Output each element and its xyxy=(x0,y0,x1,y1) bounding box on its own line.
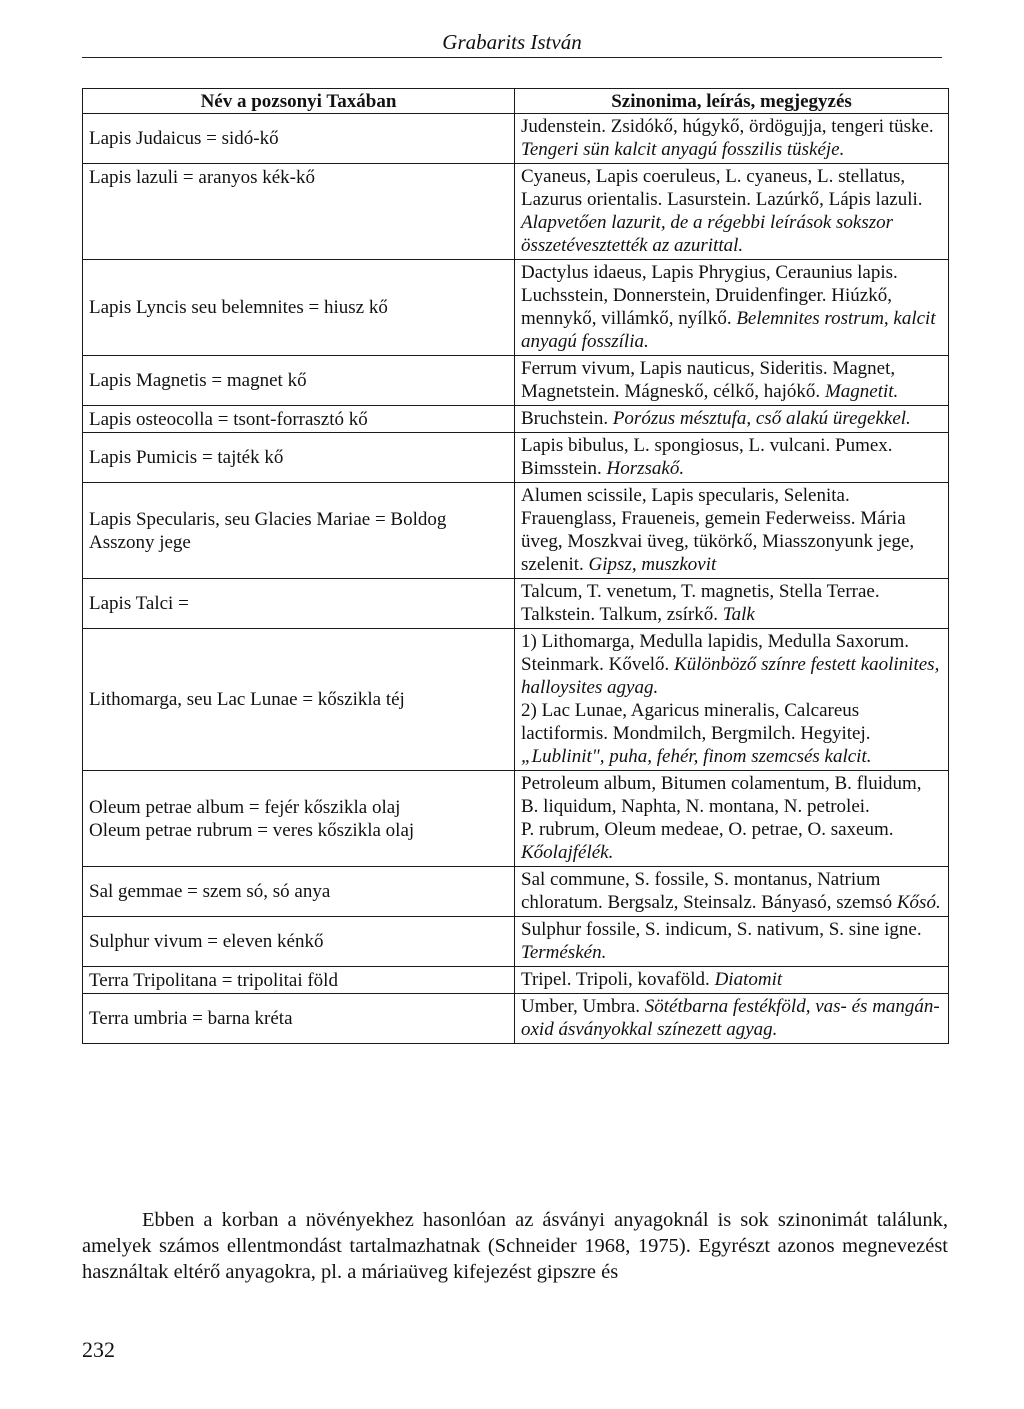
synonym-cell xyxy=(515,356,949,406)
synonym-cell xyxy=(515,967,949,994)
table-row xyxy=(83,867,949,917)
table-row xyxy=(83,260,949,356)
table-row xyxy=(83,114,949,164)
synonym-text: Lapis bibulus, L. spongiosus, L. vulcani. Pumex. Bimsstein. xyxy=(521,435,893,479)
taxa-name-line: Lapis Pumicis = tajték kő xyxy=(89,447,284,468)
description-italic: Porózus mésztufa, cső alakú üregekkel. xyxy=(612,408,911,429)
description-italic: Talk xyxy=(722,604,755,625)
taxa-name-cell xyxy=(83,356,515,406)
synonym-text: 1) Lithomarga, Medulla lapidis, Medulla Saxorum. Steinmark. Kővelő. xyxy=(521,631,910,675)
taxa-name-line: Lapis lazuli = aranyos kék-kő xyxy=(89,167,315,188)
synonym-text: Judenstein. Zsidókő, húgykő, ördögujja, tengeri tüske. xyxy=(521,116,934,137)
taxa-name-cell xyxy=(83,967,515,994)
taxa-name-cell xyxy=(83,994,515,1044)
taxa-name-cell xyxy=(83,771,515,867)
synonym-table xyxy=(82,88,949,1044)
table-row xyxy=(83,356,949,406)
table-header-row xyxy=(83,89,949,114)
description-italic: „Lublinit", puha, fehér, finom szemcsés kalcit. xyxy=(521,746,872,767)
taxa-name-cell xyxy=(83,164,515,260)
synonym-cell xyxy=(515,114,949,164)
synonym-cell xyxy=(515,771,949,867)
column-header-name: Név a pozsonyi Taxában xyxy=(83,89,515,114)
taxa-name-line: Sal gemmae = szem só, só anya xyxy=(89,881,331,902)
synonym-cell xyxy=(515,629,949,771)
taxa-name-cell xyxy=(83,406,515,433)
table-row xyxy=(83,629,949,771)
synonym-cell xyxy=(515,994,949,1044)
synonym-text: 2) Lac Lunae, Agaricus mineralis, Calcareus lactiformis. Mondmilch, Bergmilch. Hegyitej. xyxy=(521,700,871,744)
description-italic: Sötétbarna festékföld, vas- és mangán-oxid ásványokkal színezett agyag. xyxy=(521,996,940,1040)
taxa-name-cell xyxy=(83,483,515,579)
description-italic: Kőolajfélék. xyxy=(521,842,614,863)
taxa-name-line: Terra umbria = barna kréta xyxy=(89,1008,293,1029)
synonym-text: Bruchstein. xyxy=(521,408,613,429)
synonym-text: Dactylus idaeus, Lapis Phrygius, Ceraunius lapis. Luchsstein, Donnerstein, Druidenfinger. Hiúzkő, mennykő, villámkő, nyílkő. xyxy=(521,262,898,329)
table-row xyxy=(83,483,949,579)
taxa-name-cell xyxy=(83,579,515,629)
synonym-text: Ferrum vivum, Lapis nauticus, Sideritis. Magnet, Magnetstein. Mágneskő, célkő, hajókő. xyxy=(521,358,896,402)
table-row xyxy=(83,579,949,629)
taxa-name-line: Lapis Talci = xyxy=(89,593,189,614)
taxa-name-cell xyxy=(83,917,515,967)
taxa-name-line: Sulphur vivum = eleven kénkő xyxy=(89,931,324,952)
description-italic: Tengeri sün kalcit anyagú fosszilis tüskéje. xyxy=(521,139,845,160)
taxa-name-line: Lapis Lyncis seu belemnites = hiusz kő xyxy=(89,297,388,318)
taxa-name-line: Lithomarga, seu Lac Lunae = kőszikla téj xyxy=(89,689,405,710)
header-rule xyxy=(82,57,942,58)
table-row xyxy=(83,771,949,867)
synonym-text: Cyaneus, Lapis coeruleus, L. cyaneus, L. stellatus, Lazurus orientalis. Lasurstein. Lazúrkő, Lápis lazuli. xyxy=(521,166,923,210)
synonym-cell xyxy=(515,867,949,917)
synonym-text: Sulphur fossile, S. indicum, S. nativum, S. sine igne. xyxy=(521,919,922,940)
synonym-text: Sal commune, S. fossile, S. montanus, Natrium chloratum. Bergsalz, Steinsalz. Bányasó, szemsó xyxy=(521,869,897,913)
synonym-cell xyxy=(515,433,949,483)
taxa-name-line: Lapis Magnetis = magnet kő xyxy=(89,370,307,391)
taxa-name-cell xyxy=(83,433,515,483)
taxa-name-line: Oleum petrae rubrum = veres kőszikla olaj xyxy=(89,819,415,841)
taxa-name-cell xyxy=(83,114,515,164)
description-italic: Különböző színre festett kaolinites, halloysites agyag. xyxy=(521,654,940,698)
description-italic: Horzsakő. xyxy=(606,458,685,479)
synonym-text: P. rubrum, Oleum medeae, O. petrae, O. saxeum. xyxy=(521,819,894,840)
synonym-cell xyxy=(515,406,949,433)
synonym-text: Petroleum album, Bitumen colamentum, B. fluidum, B. liquidum, Naphta, N. montana, N. petrolei. xyxy=(521,773,922,817)
description-italic: Diatomit xyxy=(714,969,783,990)
description-italic: Kősó. xyxy=(896,892,941,913)
taxa-name-line: Lapis Specularis, seu Glacies Mariae = Boldog Asszony jege xyxy=(89,508,447,553)
synonym-text: Alumen scissile, Lapis specularis, Selenita. Frauenglass, Fraueneis, gemein Federweiss. Mária üveg, Moszkvai üveg, tükörkő, Miasszonyunk jege, szelenit. xyxy=(521,485,915,575)
synonym-cell xyxy=(515,164,949,260)
taxa-name-line: Terra Tripolitana = tripolitai föld xyxy=(89,969,338,991)
description-italic: Magnetit. xyxy=(824,381,899,402)
taxa-name-line: Oleum petrae album = fejér kőszikla olaj xyxy=(89,796,401,818)
taxa-name-cell xyxy=(83,260,515,356)
synonym-text: Talcum, T. venetum, T. magnetis, Stella Terrae. Talkstein. Talkum, zsírkő. xyxy=(521,581,880,625)
table-row xyxy=(83,967,949,994)
synonym-cell xyxy=(515,579,949,629)
synonym-cell xyxy=(515,483,949,579)
taxa-name-cell xyxy=(83,867,515,917)
synonym-cell xyxy=(515,917,949,967)
table-row xyxy=(83,406,949,433)
synonym-text: Umber, Umbra. xyxy=(521,996,645,1017)
taxa-name-line: Lapis osteocolla = tsont-forrasztó kő xyxy=(89,408,368,430)
table-row xyxy=(83,917,949,967)
description-italic: Gipsz, muszkovit xyxy=(588,554,717,575)
synonym-cell xyxy=(515,260,949,356)
taxa-name-line: Lapis Judaicus = sidó-kő xyxy=(89,128,279,149)
table-row xyxy=(83,164,949,260)
page-number: 232 xyxy=(82,1337,115,1362)
description-italic: Alapvetően lazurit, de a régebbi leírások sokszor összetévesztették az azurittal. xyxy=(521,212,894,256)
body-paragraph: Ebben a korban a növényekhez hasonlóan az ásványi anyagoknál is sok szinonimát találunk, amelyek számos ellentmondást tartalmazhatnak (Schneider 1968, 1975). Egyrészt azonos megnevezést használtak eltérő anyagokra, pl. a máriaüveg kifejezést gipszre és xyxy=(82,1209,948,1283)
description-italic: Belemnites rostrum, kalcit anyagú fosszília. xyxy=(521,308,936,352)
column-header-synonyms: Szinonima, leírás, megjegyzés xyxy=(515,89,949,114)
table-body xyxy=(83,114,949,1044)
description-italic: Terméskén. xyxy=(521,942,607,963)
synonym-text: Tripel. Tripoli, kovaföld. xyxy=(521,969,715,990)
taxa-name-cell xyxy=(83,629,515,771)
running-head: Grabarits István xyxy=(442,30,582,54)
table-row xyxy=(83,994,949,1044)
table-row xyxy=(83,433,949,483)
